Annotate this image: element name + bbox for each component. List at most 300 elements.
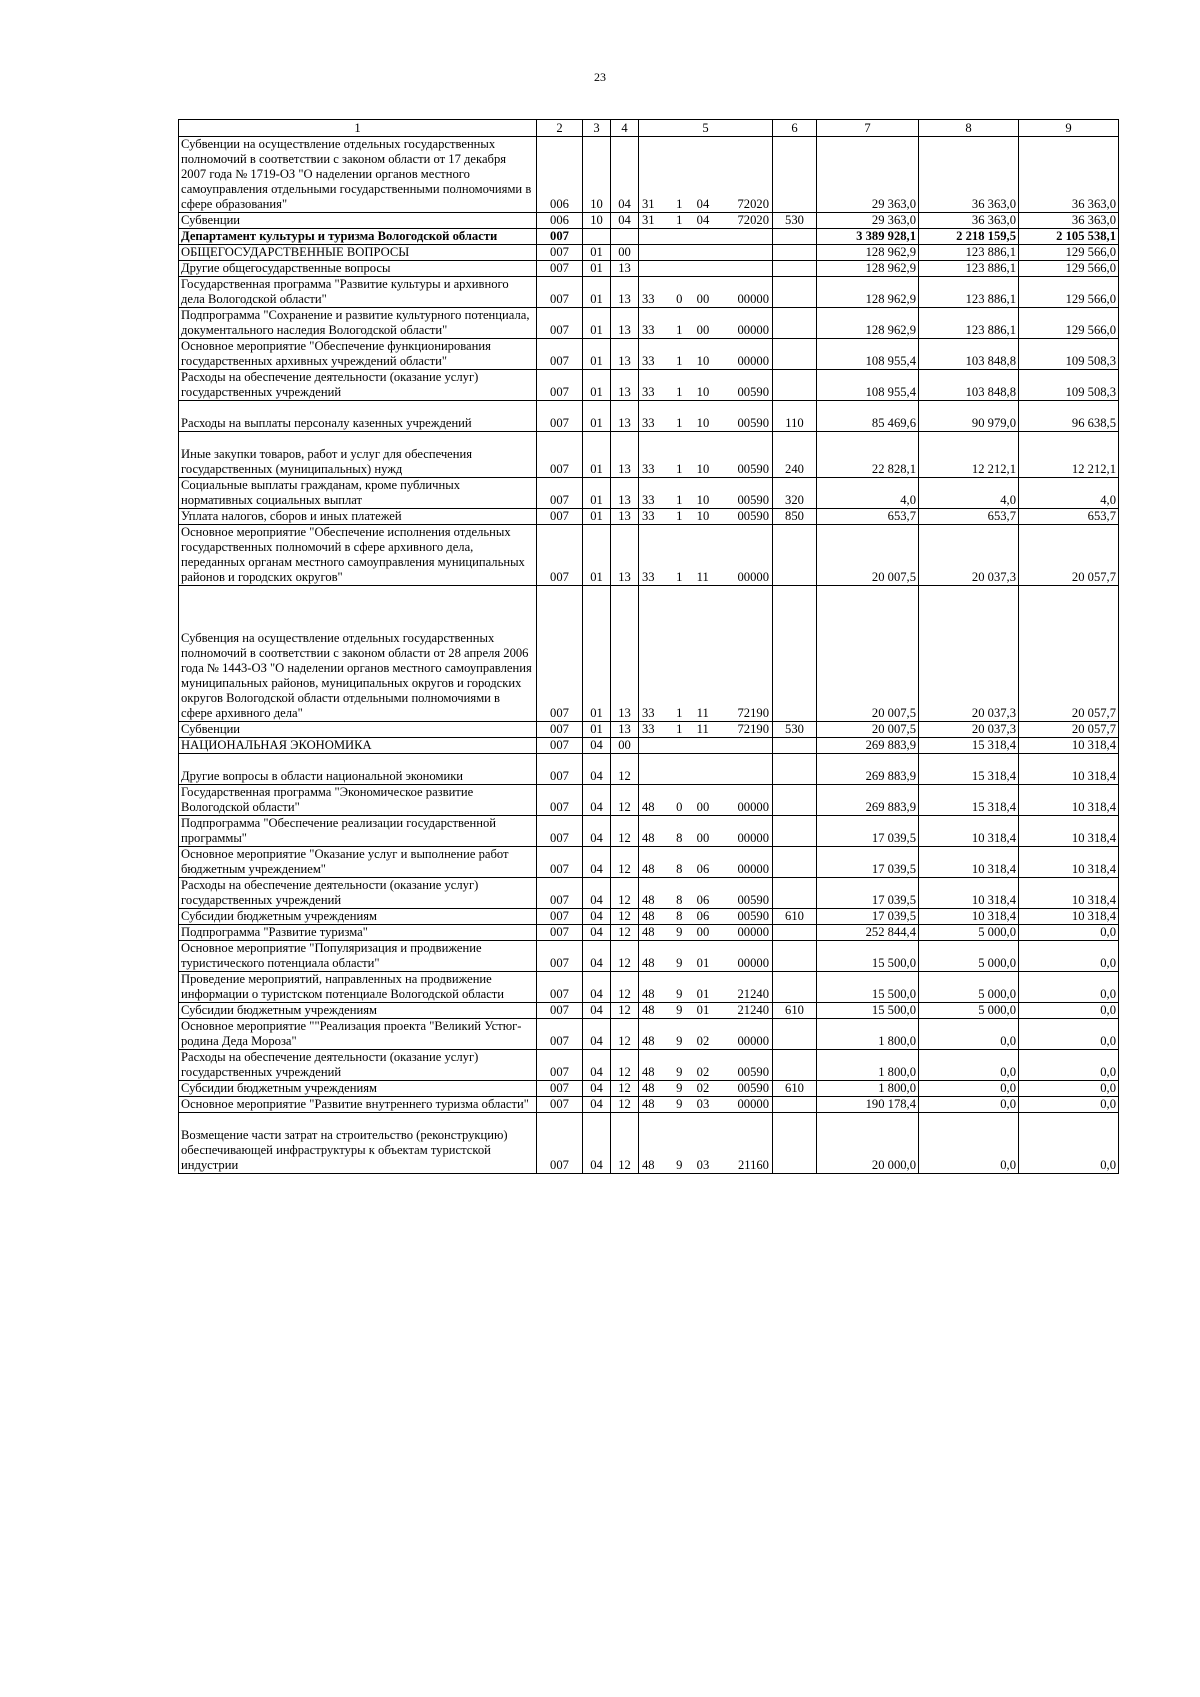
amount-col9-cell: 0,0 [1019, 1003, 1119, 1019]
target-article-part: 48 [642, 800, 655, 814]
target-article-part: 0 [676, 292, 683, 306]
table-row [179, 308, 1119, 339]
row-name: Уплата налогов, сборов и иных платежей [181, 509, 402, 523]
subsection-code-cell: 12 [611, 847, 639, 878]
row-name: Субвенции [181, 722, 241, 736]
target-article-part: 8 [676, 831, 683, 845]
amount-col8-cell: 20 037,3 [919, 525, 1019, 586]
table-row [179, 213, 1119, 229]
table-row [179, 370, 1119, 401]
target-article-part: 02 [696, 1065, 710, 1079]
amount-col7-cell: 29 363,0 [817, 137, 919, 213]
expense-type-cell [773, 738, 817, 754]
amount-col7-cell: 269 883,9 [817, 738, 919, 754]
target-article-cell [639, 478, 773, 509]
target-article-part: 1 [676, 462, 683, 476]
target-article-part: 00 [696, 292, 710, 306]
target-article-part: 9 [676, 1003, 683, 1017]
amount-col8-cell: 36 363,0 [919, 137, 1019, 213]
amount-col9-cell: 12 212,1 [1019, 432, 1119, 478]
subsection-code-cell: 12 [611, 925, 639, 941]
target-article-cell [639, 401, 773, 432]
table-row [179, 478, 1119, 509]
target-article-part: 9 [676, 1081, 683, 1095]
amount-col7-cell: 17 039,5 [817, 847, 919, 878]
admin-code-cell: 007 [537, 878, 583, 909]
amount-col9-cell: 0,0 [1019, 1113, 1119, 1174]
section-code-cell: 04 [583, 972, 611, 1003]
section-code-cell: 01 [583, 370, 611, 401]
amount-col8-cell: 12 212,1 [919, 432, 1019, 478]
section-code-cell: 04 [583, 909, 611, 925]
expense-type-cell [773, 785, 817, 816]
expense-type-cell: 530 [773, 213, 817, 229]
amount-col7-cell: 85 469,6 [817, 401, 919, 432]
target-article-cell [639, 1019, 773, 1050]
expense-type-cell: 240 [773, 432, 817, 478]
amount-col9-cell: 129 566,0 [1019, 245, 1119, 261]
target-article-part: 00 [696, 323, 710, 337]
amount-col8-cell: 20 037,3 [919, 586, 1019, 722]
section-code-cell: 01 [583, 277, 611, 308]
admin-code-cell: 007 [537, 754, 583, 785]
amount-col9-cell: 2 105 538,1 [1019, 229, 1119, 245]
admin-code-cell: 007 [537, 245, 583, 261]
admin-code-cell: 006 [537, 213, 583, 229]
row-name: Проведение мероприятий, направленных на продвижение информации о туристском потенциале Вологодской области [181, 972, 505, 1001]
target-article-part: 33 [642, 706, 655, 720]
table-row [179, 816, 1119, 847]
row-name-cell [179, 261, 537, 277]
subsection-code-cell: 04 [611, 137, 639, 213]
target-article-part: 48 [642, 1003, 655, 1017]
table-row [179, 738, 1119, 754]
section-code-cell: 04 [583, 785, 611, 816]
amount-col9-cell: 10 318,4 [1019, 738, 1119, 754]
amount-col9-cell: 109 508,3 [1019, 370, 1119, 401]
table-row [179, 722, 1119, 738]
table-row [179, 261, 1119, 277]
target-article-part: 33 [642, 323, 655, 337]
subsection-code-cell: 00 [611, 738, 639, 754]
row-name-cell [179, 941, 537, 972]
target-article-cell [639, 754, 773, 785]
amount-col9-cell: 0,0 [1019, 1050, 1119, 1081]
amount-col9-cell: 0,0 [1019, 1097, 1119, 1113]
subsection-code-cell: 12 [611, 1113, 639, 1174]
amount-col9-cell: 20 057,7 [1019, 722, 1119, 738]
table-row [179, 509, 1119, 525]
section-code-cell: 01 [583, 339, 611, 370]
admin-code-cell: 007 [537, 229, 583, 245]
admin-code-cell: 007 [537, 1003, 583, 1019]
table-row [179, 847, 1119, 878]
target-article-part: 21240 [737, 1003, 769, 1017]
amount-col8-cell: 103 848,8 [919, 370, 1019, 401]
amount-col8-cell: 0,0 [919, 1081, 1019, 1097]
budget-table [178, 119, 1119, 1174]
target-article-cell [639, 785, 773, 816]
section-code-cell: 04 [583, 1050, 611, 1081]
target-article-cell [639, 878, 773, 909]
amount-col8-cell: 10 318,4 [919, 816, 1019, 847]
admin-code-cell: 007 [537, 1081, 583, 1097]
section-code-cell: 01 [583, 722, 611, 738]
target-article-part: 33 [642, 292, 655, 306]
target-article-part: 11 [696, 706, 709, 720]
row-name-cell [179, 229, 537, 245]
amount-col8-cell: 10 318,4 [919, 909, 1019, 925]
section-code-cell: 01 [583, 478, 611, 509]
table-row [179, 1003, 1119, 1019]
expense-type-cell [773, 816, 817, 847]
row-name-cell [179, 339, 537, 370]
amount-col7-cell: 3 389 928,1 [817, 229, 919, 245]
row-name-cell [179, 847, 537, 878]
amount-col7-cell: 108 955,4 [817, 339, 919, 370]
section-code-cell: 01 [583, 308, 611, 339]
target-article-part: 00000 [737, 831, 769, 845]
row-name: Подпрограмма "Сохранение и развитие культурного потенциала, документального наследия Вологодской области" [181, 308, 530, 337]
target-article-cell [639, 229, 773, 245]
target-article-part: 01 [696, 1003, 710, 1017]
amount-col8-cell: 123 886,1 [919, 277, 1019, 308]
amount-col9-cell: 653,7 [1019, 509, 1119, 525]
target-article-part: 00590 [737, 509, 769, 523]
target-article-cell [639, 847, 773, 878]
section-code-cell: 04 [583, 738, 611, 754]
section-code-cell: 01 [583, 432, 611, 478]
target-article-cell [639, 261, 773, 277]
amount-col8-cell: 0,0 [919, 1050, 1019, 1081]
subsection-code-cell: 12 [611, 816, 639, 847]
target-article-part: 33 [642, 354, 655, 368]
admin-code-cell: 007 [537, 261, 583, 277]
target-article-part: 72020 [737, 197, 769, 211]
subsection-code-cell: 13 [611, 308, 639, 339]
expense-type-cell [773, 137, 817, 213]
target-article-cell [639, 816, 773, 847]
amount-col9-cell: 129 566,0 [1019, 308, 1119, 339]
target-article-part: 00000 [737, 354, 769, 368]
amount-col9-cell: 0,0 [1019, 941, 1119, 972]
subsection-code-cell: 13 [611, 277, 639, 308]
row-name: Основное мероприятие "Оказание услуг и выполнение работ бюджетным учреждением" [181, 847, 509, 876]
subsection-code-cell: 12 [611, 785, 639, 816]
expense-type-cell: 610 [773, 909, 817, 925]
row-name-cell [179, 401, 537, 432]
table-row [179, 878, 1119, 909]
target-article-part: 1 [676, 570, 683, 584]
target-article-part: 00000 [737, 1097, 769, 1111]
target-article-part: 33 [642, 722, 655, 736]
target-article-part: 31 [642, 197, 655, 211]
amount-col9-cell: 20 057,7 [1019, 525, 1119, 586]
target-article-part: 04 [696, 213, 710, 227]
amount-col9-cell: 129 566,0 [1019, 277, 1119, 308]
target-article-part: 00 [696, 831, 710, 845]
row-name: Субсидии бюджетным учреждениям [181, 1003, 377, 1017]
target-article-part: 00590 [737, 385, 769, 399]
amount-col7-cell: 17 039,5 [817, 878, 919, 909]
amount-col8-cell: 5 000,0 [919, 925, 1019, 941]
target-article-part: 9 [676, 925, 683, 939]
admin-code-cell: 007 [537, 722, 583, 738]
row-name: Основное мероприятие "Обеспечение исполнения отдельных государственных полномочий в сфере архивного дела, переданных органам местного самоуправления муниципальных районов и городских округов" [181, 525, 525, 584]
target-article-cell [639, 1113, 773, 1174]
target-article-part: 9 [676, 956, 683, 970]
section-code-cell: 04 [583, 816, 611, 847]
expense-type-cell [773, 370, 817, 401]
section-code-cell: 04 [583, 878, 611, 909]
target-article-part: 0 [676, 800, 683, 814]
expense-type-cell [773, 1097, 817, 1113]
target-article-cell [639, 137, 773, 213]
expense-type-cell [773, 1050, 817, 1081]
col-header: 1 [179, 120, 537, 137]
subsection-code-cell: 13 [611, 478, 639, 509]
target-article-part: 9 [676, 1097, 683, 1111]
target-article-part: 1 [676, 722, 683, 736]
target-article-part: 33 [642, 493, 655, 507]
table-row [179, 1019, 1119, 1050]
table-row [179, 525, 1119, 586]
table-row [179, 245, 1119, 261]
col-header: 5 [639, 120, 773, 137]
target-article-part: 10 [696, 462, 710, 476]
admin-code-cell: 007 [537, 941, 583, 972]
subsection-code-cell: 13 [611, 401, 639, 432]
table-row [179, 1097, 1119, 1113]
target-article-cell [639, 213, 773, 229]
amount-col9-cell: 36 363,0 [1019, 213, 1119, 229]
expense-type-cell: 610 [773, 1003, 817, 1019]
amount-col7-cell: 269 883,9 [817, 754, 919, 785]
row-name-cell [179, 754, 537, 785]
target-article-part: 01 [696, 956, 710, 970]
amount-col9-cell: 0,0 [1019, 925, 1119, 941]
row-name-cell [179, 432, 537, 478]
amount-col7-cell: 4,0 [817, 478, 919, 509]
section-code-cell: 04 [583, 925, 611, 941]
admin-code-cell: 007 [537, 1097, 583, 1113]
target-article-cell [639, 432, 773, 478]
row-name: Подпрограмма "Обеспечение реализации государственной программы" [181, 816, 496, 845]
amount-col7-cell: 128 962,9 [817, 261, 919, 277]
amount-col9-cell: 0,0 [1019, 1019, 1119, 1050]
expense-type-cell [773, 941, 817, 972]
subsection-code-cell: 13 [611, 509, 639, 525]
target-article-part: 10 [696, 354, 710, 368]
subsection-code-cell: 12 [611, 878, 639, 909]
target-article-cell [639, 738, 773, 754]
subsection-code-cell: 00 [611, 245, 639, 261]
row-name: Расходы на обеспечение деятельности (оказание услуг) государственных учреждений [181, 370, 479, 399]
admin-code-cell: 007 [537, 738, 583, 754]
table-row [179, 229, 1119, 245]
table-row [179, 1081, 1119, 1097]
row-name: Субвенции на осуществление отдельных государственных полномочий в соответствии с законом области от 17 декабря 2007 года № 1719-ОЗ "О наделении органов местного самоуправления отдельными государственными полномочиями в сфере образования" [181, 137, 532, 211]
section-code-cell: 01 [583, 525, 611, 586]
target-article-part: 48 [642, 909, 655, 923]
section-code-cell: 04 [583, 1003, 611, 1019]
target-article-part: 00000 [737, 1034, 769, 1048]
target-article-part: 03 [696, 1158, 710, 1172]
section-code-cell: 01 [583, 401, 611, 432]
section-code-cell: 01 [583, 586, 611, 722]
admin-code-cell: 007 [537, 308, 583, 339]
row-name-cell [179, 1019, 537, 1050]
amount-col7-cell: 252 844,4 [817, 925, 919, 941]
target-article-part: 72020 [737, 213, 769, 227]
admin-code-cell: 007 [537, 339, 583, 370]
target-article-part: 02 [696, 1081, 710, 1095]
amount-col8-cell: 5 000,0 [919, 972, 1019, 1003]
subsection-code-cell: 13 [611, 586, 639, 722]
amount-col8-cell: 10 318,4 [919, 847, 1019, 878]
admin-code-cell: 007 [537, 401, 583, 432]
amount-col9-cell: 10 318,4 [1019, 785, 1119, 816]
target-article-part: 8 [676, 862, 683, 876]
target-article-cell [639, 277, 773, 308]
target-article-part: 00590 [737, 1081, 769, 1095]
admin-code-cell: 007 [537, 1019, 583, 1050]
row-name: Субсидии бюджетным учреждениям [181, 1081, 377, 1095]
subsection-code-cell [611, 229, 639, 245]
row-name-cell [179, 213, 537, 229]
row-name: Основное мероприятие "Популяризация и продвижение туристического потенциала области" [181, 941, 482, 970]
table-row [179, 586, 1119, 722]
row-name: Субсидии бюджетным учреждениям [181, 909, 377, 923]
target-article-cell [639, 925, 773, 941]
subsection-code-cell: 13 [611, 339, 639, 370]
row-name-cell [179, 277, 537, 308]
target-article-cell [639, 308, 773, 339]
header-row [179, 120, 1119, 137]
subsection-code-cell: 12 [611, 1097, 639, 1113]
amount-col8-cell: 123 886,1 [919, 308, 1019, 339]
amount-col8-cell: 36 363,0 [919, 213, 1019, 229]
target-article-part: 48 [642, 1097, 655, 1111]
admin-code-cell: 007 [537, 525, 583, 586]
target-article-part: 9 [676, 1034, 683, 1048]
admin-code-cell: 007 [537, 478, 583, 509]
subsection-code-cell: 12 [611, 1081, 639, 1097]
target-article-part: 48 [642, 1158, 655, 1172]
amount-col9-cell: 10 318,4 [1019, 878, 1119, 909]
table-row [179, 941, 1119, 972]
row-name-cell [179, 370, 537, 401]
target-article-part: 33 [642, 385, 655, 399]
admin-code-cell: 007 [537, 586, 583, 722]
amount-col7-cell: 128 962,9 [817, 308, 919, 339]
amount-col7-cell: 20 007,5 [817, 586, 919, 722]
amount-col9-cell: 10 318,4 [1019, 847, 1119, 878]
row-name-cell [179, 1113, 537, 1174]
amount-col7-cell: 20 007,5 [817, 525, 919, 586]
section-code-cell: 10 [583, 213, 611, 229]
target-article-cell [639, 245, 773, 261]
row-name: Социальные выплаты гражданам, кроме публичных нормативных социальных выплат [181, 478, 460, 507]
target-article-part: 72190 [737, 706, 769, 720]
amount-col7-cell: 20 007,5 [817, 722, 919, 738]
amount-col9-cell: 129 566,0 [1019, 261, 1119, 277]
target-article-part: 48 [642, 1081, 655, 1095]
amount-col7-cell: 15 500,0 [817, 941, 919, 972]
admin-code-cell: 007 [537, 847, 583, 878]
admin-code-cell: 007 [537, 785, 583, 816]
expense-type-cell [773, 261, 817, 277]
amount-col7-cell: 653,7 [817, 509, 919, 525]
target-article-part: 02 [696, 1034, 710, 1048]
amount-col9-cell: 20 057,7 [1019, 586, 1119, 722]
target-article-part: 48 [642, 1065, 655, 1079]
target-article-cell [639, 586, 773, 722]
admin-code-cell: 007 [537, 816, 583, 847]
expense-type-cell: 610 [773, 1081, 817, 1097]
row-name-cell [179, 308, 537, 339]
row-name: ОБЩЕГОСУДАРСТВЕННЫЕ ВОПРОСЫ [181, 245, 410, 259]
row-name-cell [179, 909, 537, 925]
target-article-part: 33 [642, 509, 655, 523]
amount-col7-cell: 15 500,0 [817, 972, 919, 1003]
amount-col8-cell: 15 318,4 [919, 754, 1019, 785]
admin-code-cell: 007 [537, 1050, 583, 1081]
target-article-cell [639, 509, 773, 525]
target-article-part: 31 [642, 213, 655, 227]
row-name-cell [179, 1097, 537, 1113]
target-article-part: 48 [642, 956, 655, 970]
amount-col8-cell: 10 318,4 [919, 878, 1019, 909]
expense-type-cell [773, 754, 817, 785]
target-article-part: 00 [696, 800, 710, 814]
table-row [179, 277, 1119, 308]
expense-type-cell [773, 245, 817, 261]
target-article-part: 00000 [737, 570, 769, 584]
target-article-part: 33 [642, 462, 655, 476]
admin-code-cell: 007 [537, 1113, 583, 1174]
amount-col8-cell: 0,0 [919, 1019, 1019, 1050]
admin-code-cell: 007 [537, 370, 583, 401]
target-article-part: 1 [676, 197, 683, 211]
subsection-code-cell: 12 [611, 1003, 639, 1019]
target-article-part: 03 [696, 1097, 710, 1111]
table-row [179, 1113, 1119, 1174]
target-article-part: 00590 [737, 462, 769, 476]
row-name: Подпрограмма "Развитие туризма" [181, 925, 368, 939]
admin-code-cell: 007 [537, 909, 583, 925]
target-article-part: 06 [696, 862, 710, 876]
amount-col9-cell: 36 363,0 [1019, 137, 1119, 213]
section-code-cell: 01 [583, 509, 611, 525]
subsection-code-cell: 12 [611, 1050, 639, 1081]
row-name: НАЦИОНАЛЬНАЯ ЭКОНОМИКА [181, 738, 372, 752]
target-article-part: 1 [676, 213, 683, 227]
col-header: 8 [919, 120, 1019, 137]
expense-type-cell: 110 [773, 401, 817, 432]
amount-col7-cell: 15 500,0 [817, 1003, 919, 1019]
target-article-part: 00000 [737, 956, 769, 970]
target-article-part: 10 [696, 493, 710, 507]
amount-col8-cell: 0,0 [919, 1113, 1019, 1174]
table-row [179, 972, 1119, 1003]
expense-type-cell [773, 878, 817, 909]
admin-code-cell: 007 [537, 432, 583, 478]
section-code-cell [583, 229, 611, 245]
target-article-cell [639, 941, 773, 972]
amount-col7-cell: 128 962,9 [817, 277, 919, 308]
amount-col7-cell: 29 363,0 [817, 213, 919, 229]
